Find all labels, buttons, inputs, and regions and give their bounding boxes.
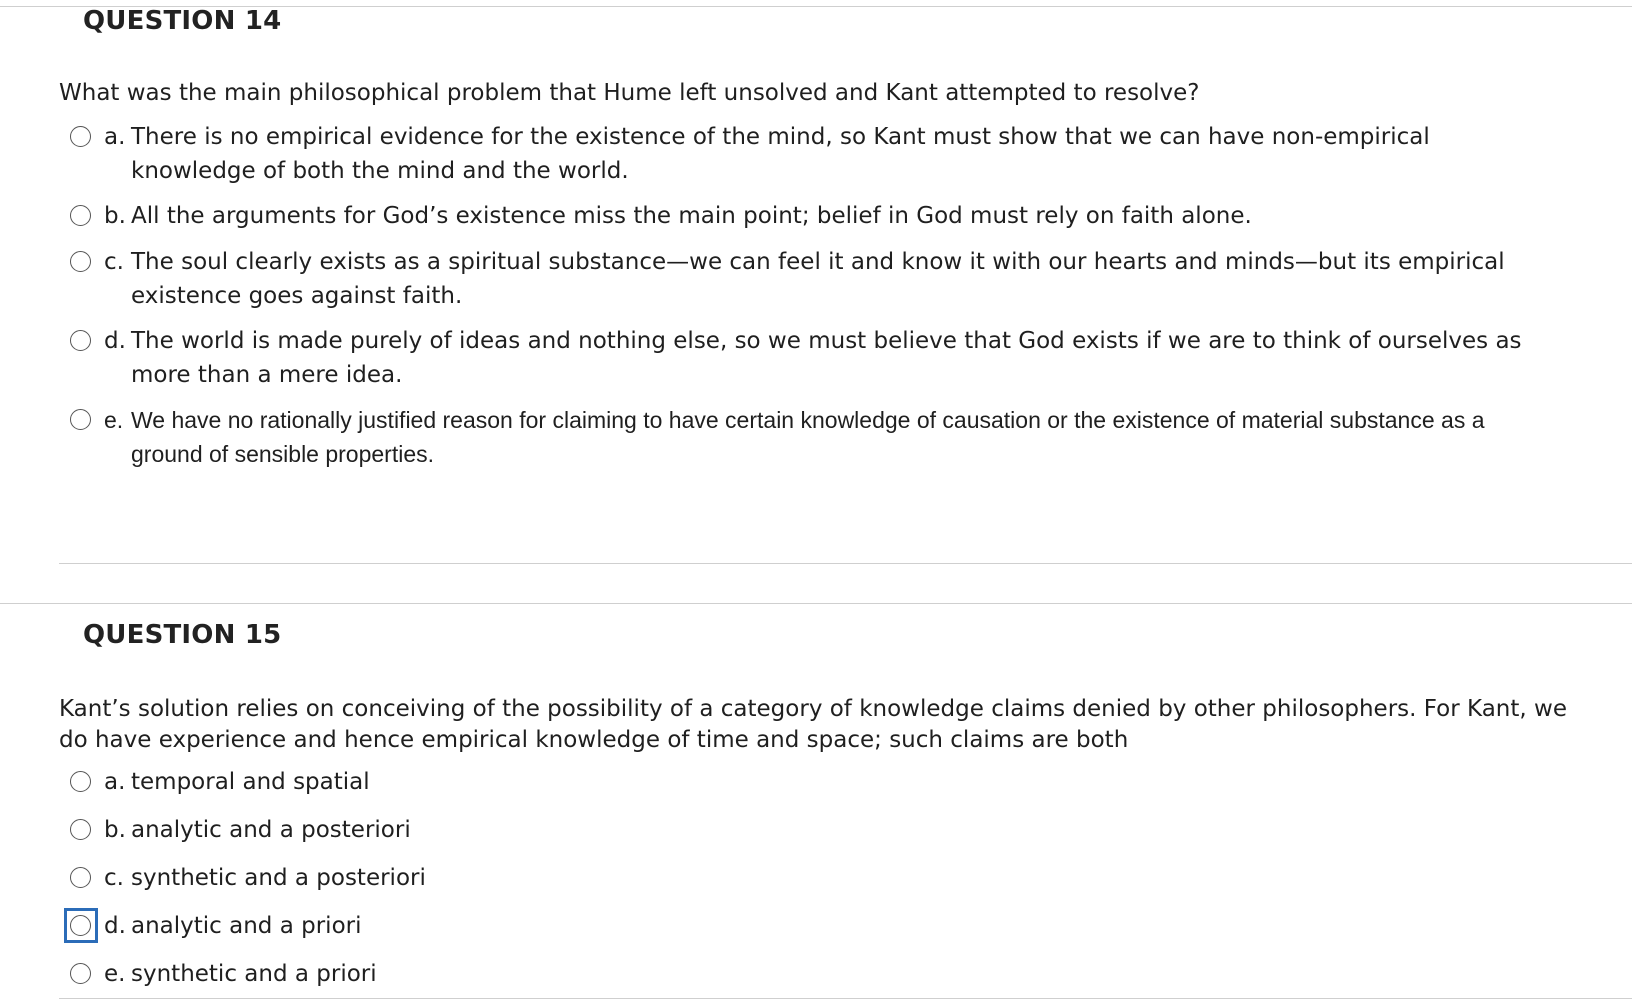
- radio-button[interactable]: [70, 251, 91, 272]
- choice-label: We have no rationally justified reason for claiming to have certain knowledge of causation or the existence of material substance as a ground of sensible properties.: [131, 407, 1485, 467]
- choice-label: The soul clearly exists as a spiritual substance—we can feel it and know it with our hearts and minds—but its empirical existence goes against faith.: [131, 249, 1505, 309]
- radio-button[interactable]: [70, 330, 91, 351]
- radio-button[interactable]: [70, 963, 91, 984]
- q15-choice-c[interactable]: c. synthetic and a posteriori: [70, 861, 1590, 909]
- choice-label: synthetic and a priori: [131, 961, 377, 987]
- radio-button[interactable]: [70, 771, 91, 792]
- q14-choice-a[interactable]: a. There is no empirical evidence for the existence of the mind, so Kant must show that we can have non-empirical knowledge of both the mind and the world.: [70, 120, 1590, 199]
- q15-choice-a[interactable]: a. temporal and spatial: [70, 765, 1590, 813]
- q14-choice-e[interactable]: e. We have no rationally justified reason for claiming to have certain knowledge of causation or the existence of material substance as a ground of sensible properties.: [70, 403, 1590, 482]
- radio-button[interactable]: [70, 205, 91, 226]
- q15-choice-d[interactable]: d. analytic and a priori: [70, 909, 1590, 957]
- question-14-choices: [70, 120, 1590, 482]
- choice-label: analytic and a priori: [131, 913, 362, 939]
- choice-label: temporal and spatial: [131, 769, 370, 795]
- q15-choice-e[interactable]: e. synthetic and a priori: [70, 957, 1590, 1005]
- radio-button[interactable]: [70, 409, 91, 430]
- choice-label: synthetic and a posteriori: [131, 865, 426, 891]
- radio-button[interactable]: [70, 819, 91, 840]
- question-divider: [0, 603, 1632, 604]
- q14-choice-d[interactable]: d. The world is made purely of ideas and nothing else, so we must believe that God exists if we are to think of ourselves as more than a mere idea.: [70, 324, 1590, 403]
- q14-choice-b[interactable]: b. All the arguments for God’s existence miss the main point; belief in God must rely on faith alone.: [70, 199, 1590, 245]
- question-15-choices: [70, 765, 1590, 1005]
- answer-divider: [59, 563, 1632, 564]
- question-15-text: Kant’s solution relies on conceiving of the possibility of a category of knowledge claims denied by other philosophers. For Kant, we do have experience and hence empirical knowledge of time and space; such claims are both: [59, 696, 1567, 753]
- radio-button[interactable]: [70, 126, 91, 147]
- bottom-divider: [59, 998, 1632, 999]
- q15-choice-b[interactable]: b. analytic and a posteriori: [70, 813, 1590, 861]
- choice-label: All the arguments for God’s existence miss the main point; belief in God must rely on faith alone.: [131, 203, 1252, 229]
- question-15-heading: QUESTION 15: [83, 620, 282, 650]
- choice-label: There is no empirical evidence for the existence of the mind, so Kant must show that we can have non-empirical knowledge of both the mind and the world.: [131, 124, 1430, 184]
- choice-label: analytic and a posteriori: [131, 817, 411, 843]
- choice-label: The world is made purely of ideas and nothing else, so we must believe that God exists if we are to think of ourselves as more than a mere idea.: [131, 328, 1522, 388]
- q14-choice-c[interactable]: c. The soul clearly exists as a spiritual substance—we can feel it and know it with our hearts and minds—but its empirical existence goes against faith.: [70, 245, 1590, 324]
- radio-button[interactable]: [70, 915, 91, 936]
- question-14-heading: QUESTION 14: [83, 6, 282, 36]
- question-14-text: What was the main philosophical problem that Hume left unsolved and Kant attempted to resolve?: [59, 80, 1200, 106]
- radio-button[interactable]: [70, 867, 91, 888]
